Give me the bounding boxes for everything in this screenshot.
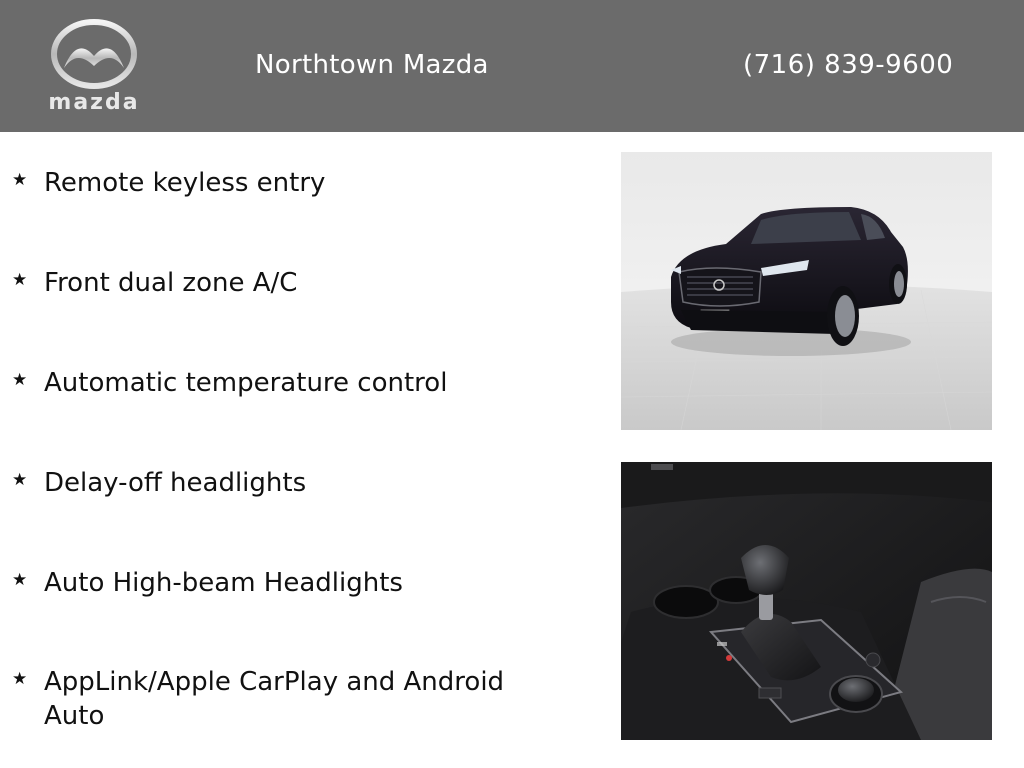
feature-label: Auto High-beam Headlights [44,568,403,598]
feature-label: Front dual zone A/C [44,268,298,298]
star-icon: ★ [12,270,28,290]
dealer-name[interactable]: Northtown Mazda [255,50,489,80]
logo-wordmark: mazda [48,90,140,115]
interior-image [621,462,992,740]
vehicle-exterior-photo[interactable] [621,152,992,430]
feature-label: Automatic temperature control [44,368,448,398]
star-icon: ★ [12,170,28,190]
mazda-logo[interactable] [42,18,146,116]
feature-label: AppLink/Apple CarPlay and Android Auto [44,667,505,731]
star-icon: ★ [12,669,28,689]
exterior-image [621,152,992,430]
dealer-phone[interactable]: (716) 839-9600 [743,50,954,80]
feature-label: Remote keyless entry [44,168,326,198]
star-icon: ★ [12,470,28,490]
star-icon: ★ [12,370,28,390]
header-bar [0,0,1024,132]
star-icon: ★ [12,570,28,590]
feature-label: Delay-off headlights [44,468,307,498]
vehicle-interior-photo[interactable] [621,462,992,740]
